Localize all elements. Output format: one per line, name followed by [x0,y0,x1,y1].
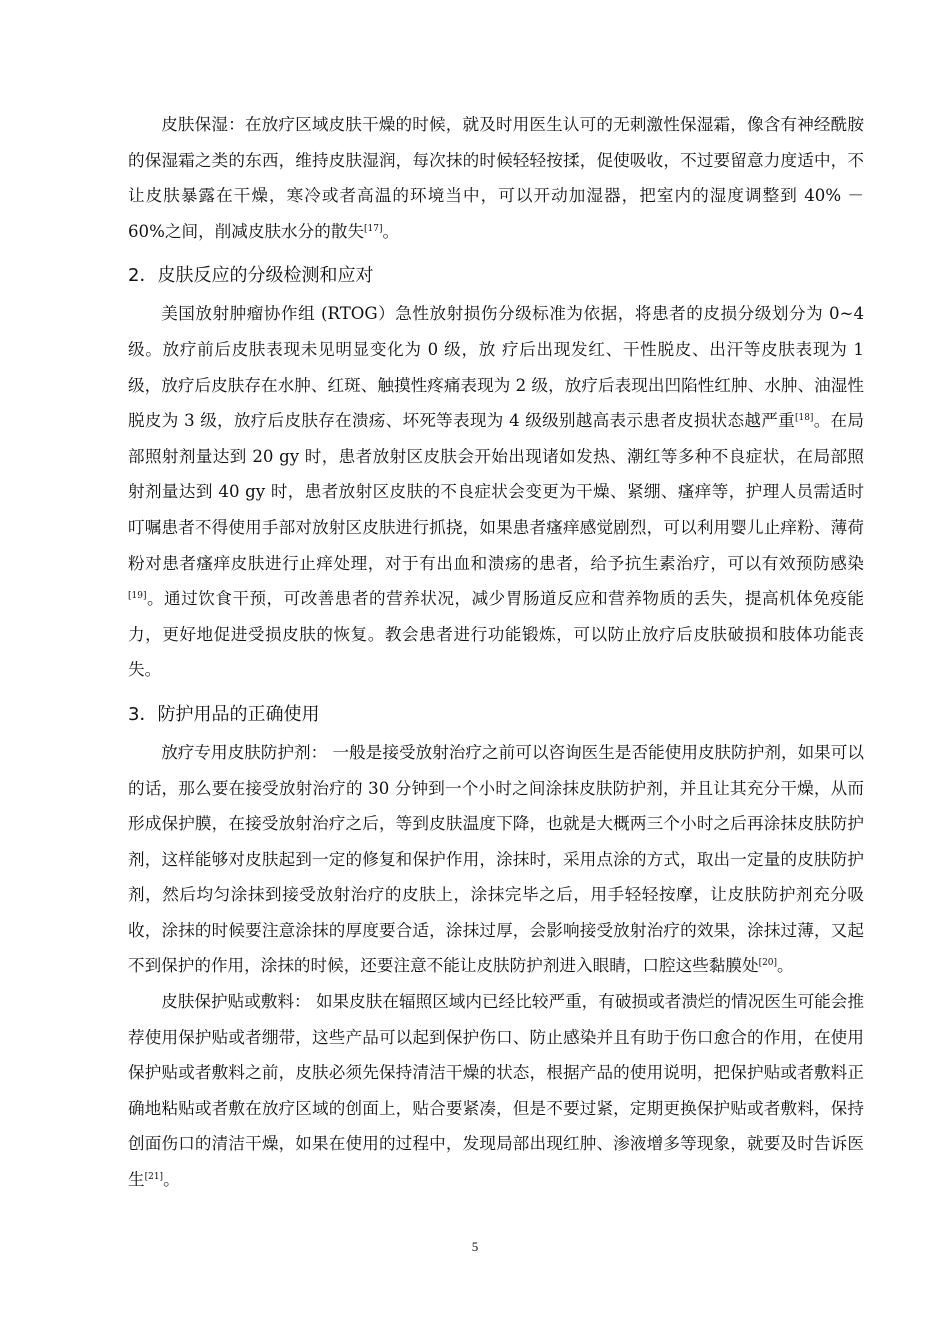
section-heading-3: 3．防护用品的正确使用 [128,703,320,725]
citation-ref: [20] [758,958,778,969]
citation-ref: [17] [364,223,383,234]
paragraph-skin-reaction-grading [128,296,864,688]
citation-ref: [18] [794,413,814,424]
section-heading-2: 2．皮肤反应的分级检测和应对 [128,265,374,287]
paragraph-text: 。在局部照射剂量达到 20 gy 时，患者放射区皮肤会开始出现诸如发热、潮红等多种不良症状，在局部照射剂量达到 40 gy 时，患者放射区皮肤的不良症状会变更为干燥、紧绷、瘙痒等，护理人员需适时叮嘱患者不得使用手部对放射区皮肤进行抓挠，如果患者瘙痒感觉剧烈，可以利用婴儿止痒粉、薄荷粉对患者瘙痒皮肤进行止痒处理，对于有出血和溃疡的患者，给予抗生素治疗，可以有效预防感染 [128,411,865,573]
paragraph-skin-moisturizing [128,107,864,249]
paragraph-end: 。 [777,956,794,976]
page-content [128,107,864,1198]
paragraph-skin-protectant [128,735,864,984]
page-number: 5 [471,1239,479,1254]
paragraph-text: 皮肤保护贴或敷料： 如果皮肤在辐照区域内已经比较严重，有破损或者溃烂的情况医生可能会推荐使用保护贴或者绷带，这些产品可以起到保护伤口、防止感染并且有助于伤口愈合的作用，在使用保护贴或者敷料之前，皮肤必须先保持清洁干燥的状态，根据产品的使用说明，把保护贴或者敷料正确地粘贴或者敷在放疗区域的创面上，贴合要紧凑，但是不要过紧，定期更换保护贴或者敷料，保持创面伤口的清洁干燥，如果在使用的过程中，发现局部出现红肿、渗液增多等现象，就要及时告诉医生 [128,992,864,1190]
paragraph-protective-dressing [128,984,864,1198]
paragraph-text: 。通过饮食干预，可改善患者的营养状况，减少胃肠道反应和营养物质的丢失，提高机体免疫能力，更好地促进受损皮肤的恢复。教会患者进行功能锻炼，可以防止放疗后皮肤破损和肢体功能丧失。 [128,589,864,680]
citation-ref: [21] [144,1172,164,1183]
paragraph-end: 。 [382,221,400,241]
paragraph-end: 。 [163,1170,180,1190]
citation-ref: [19] [128,591,147,602]
paragraph-text: 美国放射肿瘤协作组 (RTOG）急性放射损伤分级标准为依据，将患者的皮损分级划分为 0~4 级。放疗前后皮肤表现未见明显变化为 0 级，放 疗后出现发红、干性脱皮、出汗等皮肤表现为 1 级，放疗后皮肤存在水肿、红斑、触摸性疼痛表现为 2 级，放疗后表现出凹陷性红肿、水肿、油湿性脱皮为 3 级，放疗后皮肤存在溃疡、坏死等表现为 4 级级别越高表示患者皮损状态越严重 [128,304,864,431]
paragraph-text: 放疗专用皮肤防护剂： 一般是接受放射治疗之前可以咨询医生是否能使用皮肤防护剂，如果可以的话，那么要在接受放射治疗的 30 分钟到一个小时之间涂抹皮肤防护剂，并且让其充分干燥，从而形成保护膜，在接受放射治疗之后，等到皮肤温度下降，也就是大概两三个小时之后再涂抹皮肤防护剂，这样能够对皮肤起到一定的修复和保护作用，涂抹时，采用点涂的方式，取出一定量的皮肤防护剂，然后均匀涂抹到接受放射治疗的皮肤上，涂抹完毕之后，用手轻轻按摩，让皮肤防护剂充分吸收，涂抹的时候要注意涂抹的厚度要合适，涂抹过厚，会影响接受放射治疗的效果，涂抹过薄，又起不到保护的作用，涂抹的时候，还要注意不能让皮肤防护剂进入眼睛，口腔这些黏膜处 [128,742,864,976]
paragraph-text: 皮肤保湿：在放疗区域皮肤干燥的时候，就及时用医生认可的无刺激性保湿霜，像含有神经酰胺的保湿霜之类的东西，维持皮肤湿润，每次抹的时候轻轻按揉，促使吸收，不过要留意力度适中，不让皮肤暴露在干燥，寒冷或者高温的环境当中，可以开动加湿器，把室内的湿度调整到 40% － 60%之间，削减皮肤水分的散失 [128,115,864,241]
